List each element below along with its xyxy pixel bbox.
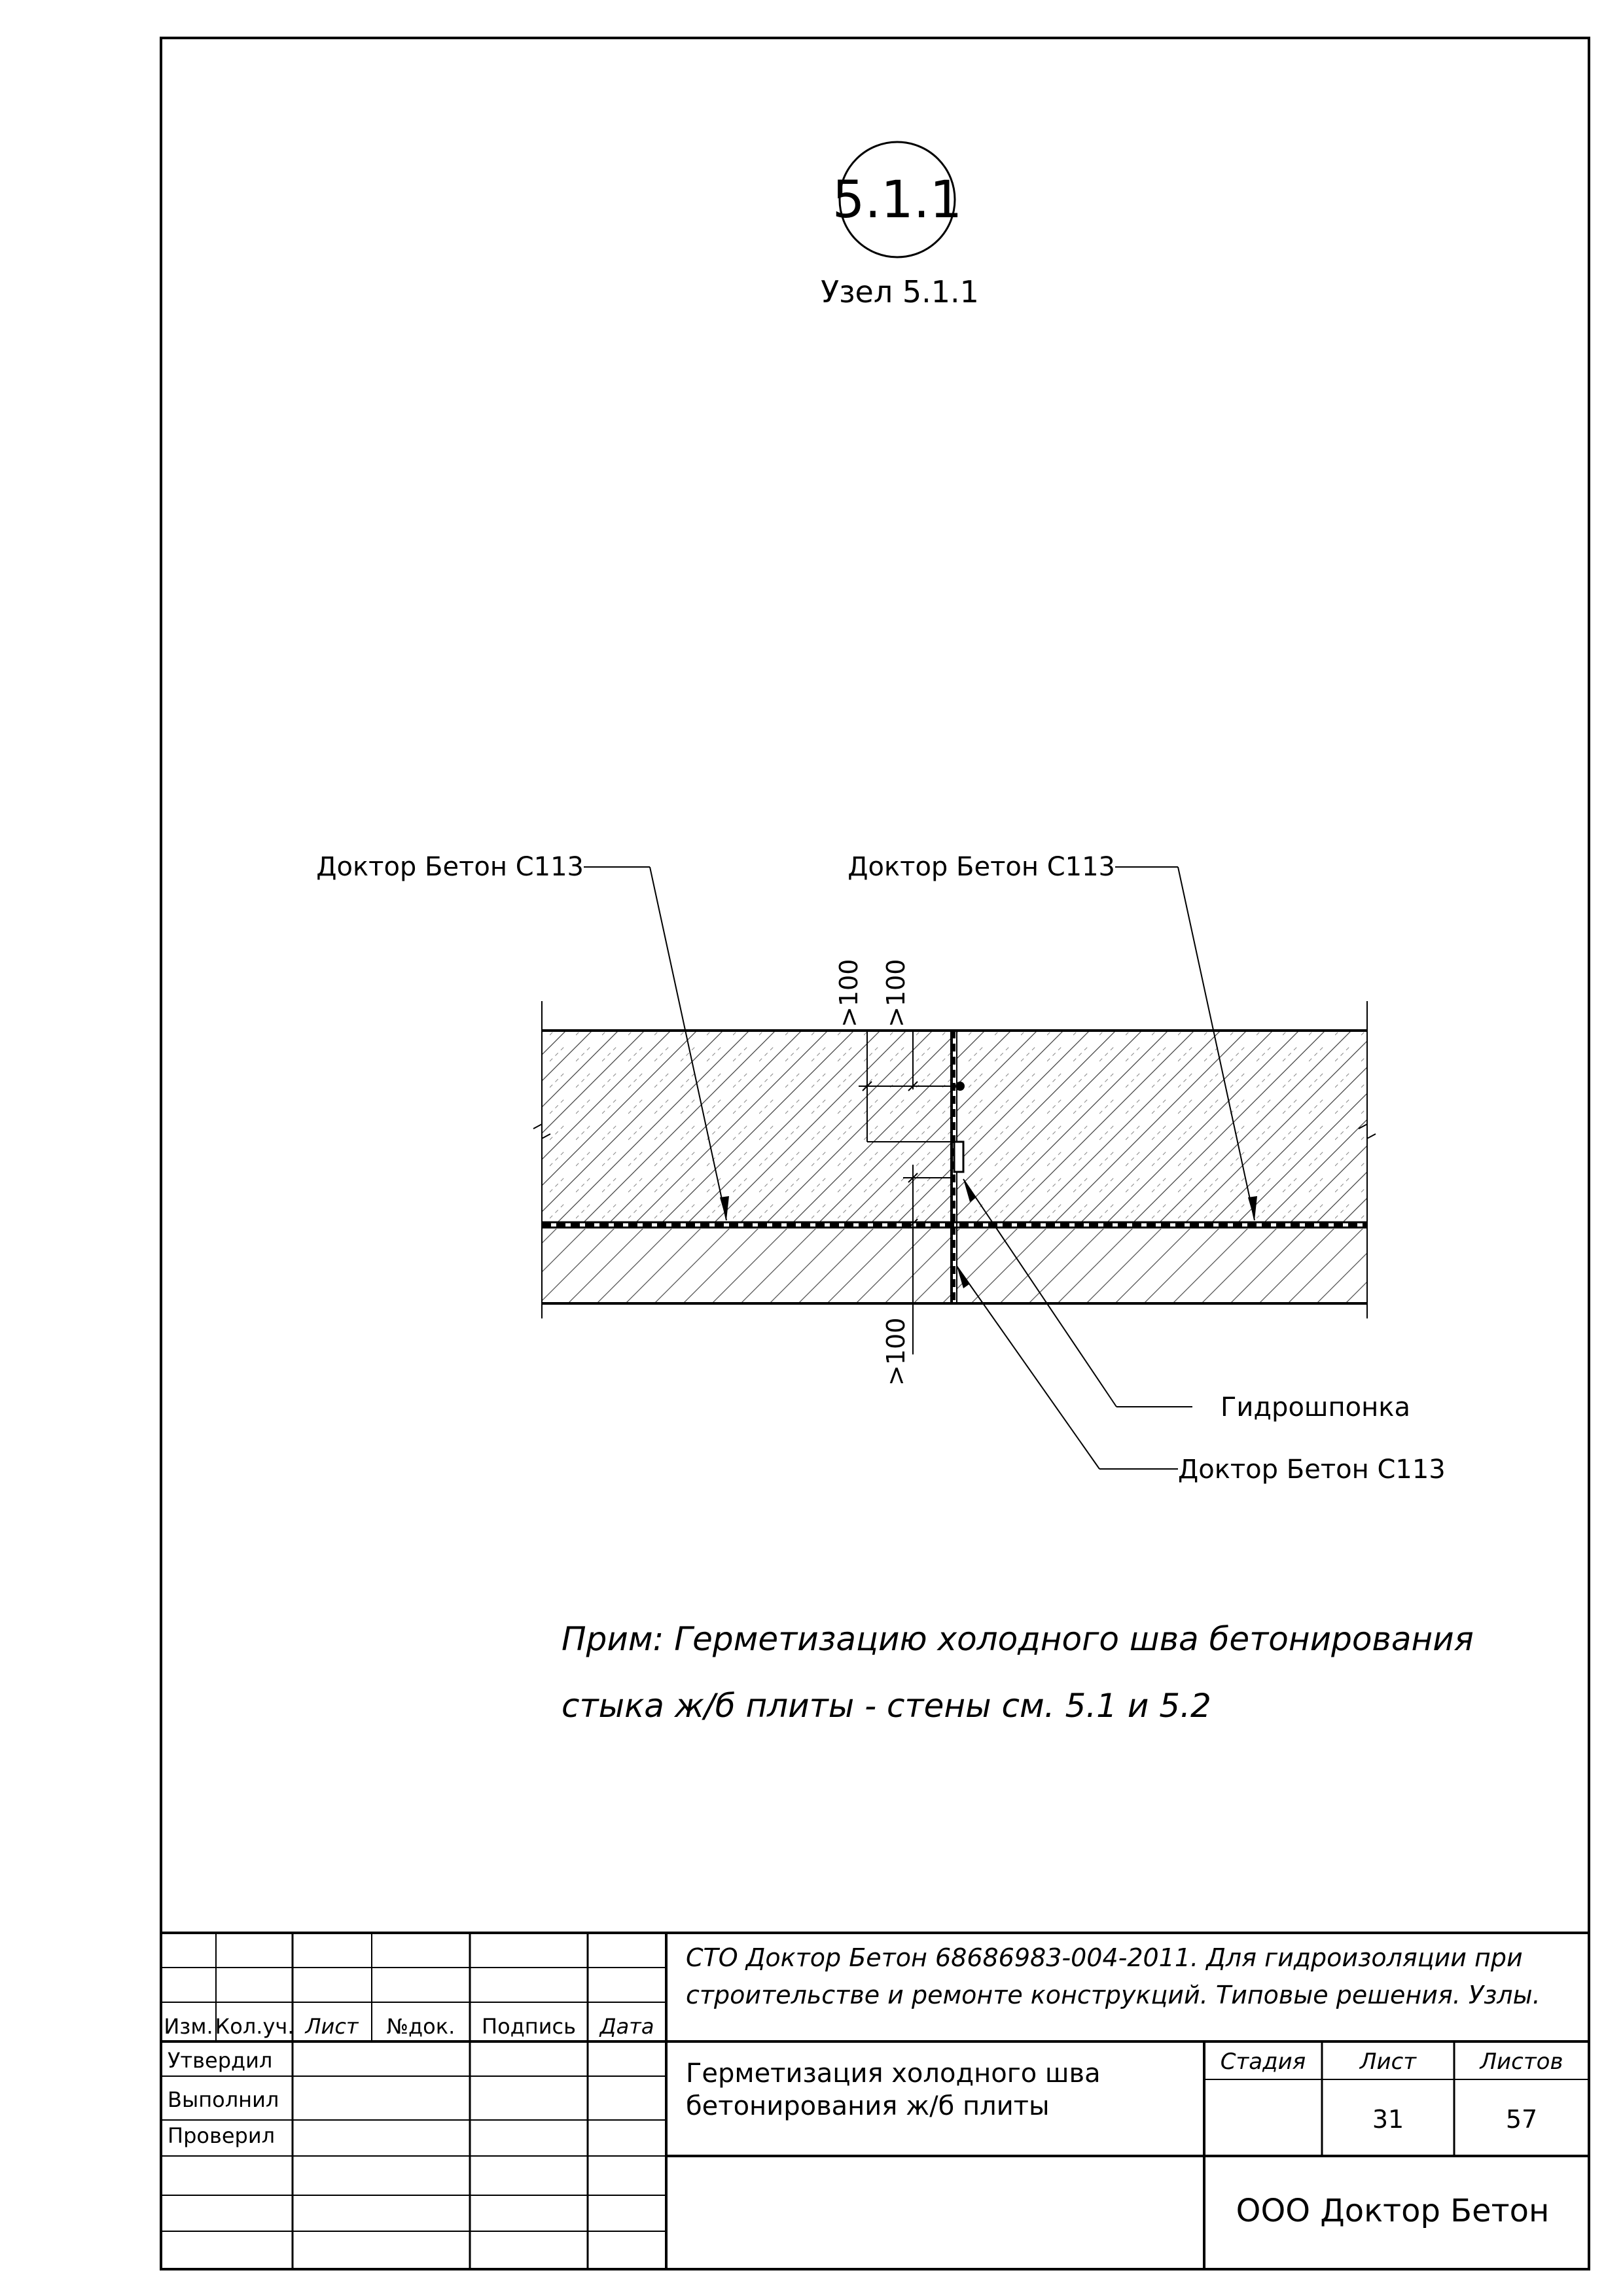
role-approved: Утвердил	[168, 2048, 273, 2073]
sheet-label: Лист	[1359, 2049, 1417, 2075]
header-kol: Кол.уч.	[215, 2014, 294, 2039]
label-c113-left: Доктор Бетон С113	[316, 852, 584, 882]
standard-line-2: строительстве и ремонте конструкций. Типовые решения. Узлы.	[686, 1981, 1541, 2009]
label-waterstop: Гидрошпонка	[1221, 1392, 1410, 1422]
sealant-dot	[955, 1082, 965, 1091]
header-data: Дата	[599, 2014, 654, 2039]
standard-line-1: СТО Доктор Бетон 68686983-004-2011. Для гидроизоляции при	[686, 1943, 1523, 1972]
upper-slab-left	[542, 1031, 952, 1222]
node-caption: Узел 5.1.1	[821, 274, 979, 309]
header-ndok: №док.	[386, 2014, 455, 2039]
upper-slab-right	[957, 1031, 1367, 1222]
header-izm: Изм.	[164, 2014, 213, 2039]
note-line-2: стыка ж/б плиты - стены см. 5.1 и 5.2	[562, 1687, 1211, 1725]
sheets-value: 57	[1505, 2105, 1538, 2134]
sheet-value: 31	[1372, 2105, 1404, 2134]
role-checked: Проверил	[168, 2123, 276, 2148]
label-c113-right: Доктор Бетон С113	[847, 852, 1115, 882]
stage-label: Стадия	[1220, 2049, 1306, 2075]
node-number: 5.1.1	[832, 171, 963, 230]
dim-label-c: >100	[882, 1317, 910, 1386]
sheets-label: Листов	[1480, 2049, 1563, 2075]
sheet-title-line-1: Герметизация холодного шва	[686, 2058, 1101, 2089]
company-name: ООО Доктор Бетон	[1236, 2193, 1550, 2229]
waterstop-profile	[954, 1142, 963, 1172]
lower-slab-left	[542, 1229, 952, 1303]
header-list: Лист	[305, 2014, 359, 2039]
node-marker	[821, 142, 979, 309]
dim-label-a: >100	[834, 959, 863, 1027]
lower-slab-right	[957, 1229, 1367, 1303]
dim-label-b: >100	[882, 959, 910, 1027]
sheet-title-line-2: бетонирования ж/б плиты	[686, 2091, 1050, 2121]
header-podpis: Подпись	[482, 2014, 576, 2039]
note-line-1: Прим: Герметизацию холодного шва бетонирования	[562, 1620, 1474, 1658]
label-c113-bottom: Доктор Бетон С113	[1178, 1455, 1446, 1485]
role-performed: Выполнил	[168, 2087, 279, 2112]
section-drawing	[316, 852, 1445, 1485]
